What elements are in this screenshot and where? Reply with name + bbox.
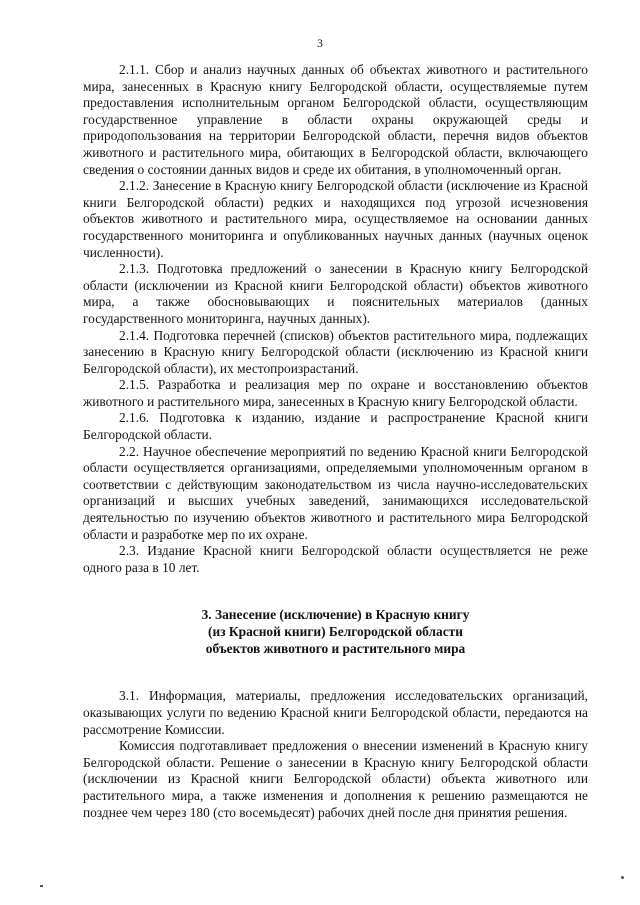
paragraph-2-1-5: 2.1.5. Разработка и реализация мер по охране и восстановлению объектов животного и растительного мира, занесенных в Красную книгу Белгородской области. <box>83 377 588 409</box>
heading-line: (из Красной книги) Белгородской области <box>208 624 463 640</box>
heading-line: объектов животного и растительного мира <box>205 641 466 657</box>
section-3-heading <box>83 606 588 657</box>
scan-artifact <box>621 876 624 879</box>
paragraph-2-1-2: 2.1.2. Занесение в Красную книгу Белгородской области (исключение из Красной книги Белгородской области) редких и находящихся под угрозой исчезновения объектов животного и растительного мира, осуществляемое на основании данных государственного мониторинга и опубликованных научных данных (научных оценок численности). <box>83 178 588 260</box>
paragraph-2-1-4: 2.1.4. Подготовка перечней (списков) объектов растительного мира, подлежащих занесению в Красную книгу Белгородской области (исключению из Красной книги Белгородской области), их местопроизрастаний. <box>83 327 588 376</box>
paragraph-3-1: 3.1. Информация, материалы, предложения исследовательских организаций, оказывающих услуги по ведению Красной книги Белгородской области, передаются на рассмотрение Комиссии. <box>83 688 588 737</box>
paragraph-2-2: 2.2. Научное обеспечение мероприятий по ведению Красной книги Белгородской области осуществляется организациями, определяемыми уполномоченным органом в соответствии с действующим законодательством из числа научно-исследовательских организаций и высших учебных заведений, занимающихся исследовательской деятельностью по изучению объектов животного и растительного мира Белгородской области и разработке мер по их охране. <box>83 443 588 542</box>
page-number: 3 <box>317 38 323 50</box>
paragraph-2-1-3: 2.1.3. Подготовка предложений о занесении в Красную книгу Белгородской области (исключении из Красной книги Белгородской области) объектов животного мира, а также обосновывающих и пояснительных материалов (данных государственного мониторинга, научных данных). <box>83 261 588 326</box>
paragraph-commission: Комиссия подготавливает предложения о внесении изменений в Красную книгу Белгородской области. Решение о занесении в Красную книгу Белгородской области (исключении из Красной книги Белгородской области) объекта животного или растительного мира, а также изменения и дополнения к решению размещаются не позднее чем через 180 (сто восемьдесят) рабочих дней после дня принятия решения. <box>83 738 588 820</box>
paragraph-2-1-1: 2.1.1. Сбор и анализ научных данных об объектах животного и растительного мира, занесенных в Красную книгу Белгородской области, осуществляемые путем предоставления исполнительным органом Белгородской области, осуществляющим государственное управление в области охраны окружающей среды и природопользования на территории Белгородской области, перечня видов объектов животного и растительного мира, обитающих в Белгородской области, включающего сведения о состоянии данных видов и среде их обитания, в уполномоченный орган. <box>83 62 588 177</box>
heading-line: 3. Занесение (исключение) в Красную книгу <box>201 607 470 623</box>
document-body <box>83 62 588 821</box>
scan-artifact <box>40 885 43 887</box>
paragraph-2-3: 2.3. Издание Красной книги Белгородской области осуществляется не реже одного раза в 10 лет. <box>83 543 588 575</box>
paragraph-2-1-6: 2.1.6. Подготовка к изданию, издание и распространение Красной книги Белгородской области. <box>83 410 588 443</box>
